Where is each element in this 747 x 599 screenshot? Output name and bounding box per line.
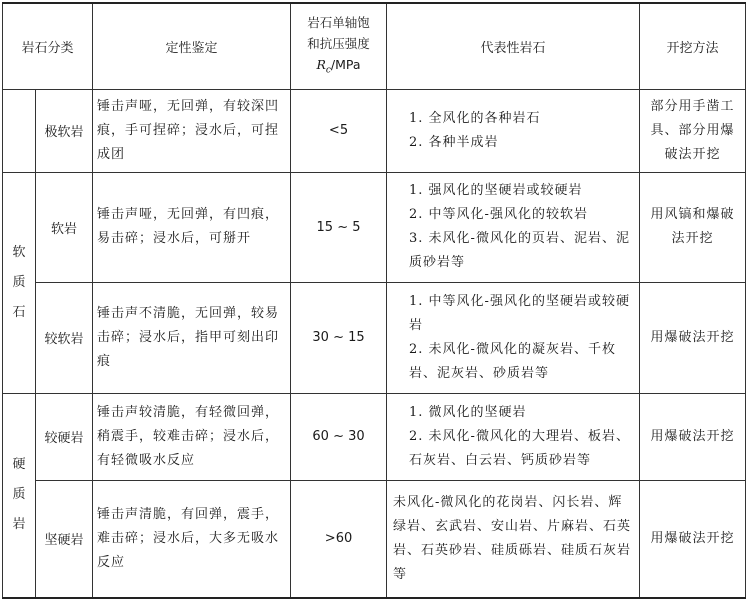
rock-item: 2. 各种半成岩 — [409, 134, 499, 150]
strength-value: 30 ~ 15 — [291, 282, 387, 393]
table-row — [3, 480, 746, 598]
header-classification: 岩石分类 — [3, 3, 93, 89]
group-hard-label: 硬质岩 — [12, 457, 26, 533]
group-soft-label: 软质石 — [12, 244, 26, 320]
rock-item: 1. 微风化的坚硬岩 — [409, 404, 527, 420]
excavation-method: 用爆破法开挖 — [640, 480, 746, 598]
rock-name: 极软岩 — [36, 89, 93, 172]
group-hard — [3, 393, 36, 598]
excavation-method: 用爆破法开挖 — [640, 282, 746, 393]
rock-item: 2. 未风化-微风化的凝灰岩、千枚岩、泥灰岩、砂质岩等 — [409, 341, 616, 381]
header-qualitative: 定性鉴定 — [93, 3, 291, 89]
rock-item: 未风化-微风化的花岗岩、闪长岩、辉绿岩、玄武岩、安山岩、片麻岩、石英岩、石英砂岩、硅质砾岩、硅质石灰岩等 — [393, 494, 632, 582]
header-representative: 代表性岩石 — [387, 3, 640, 89]
qualitative-text: 锤击声不清脆，无回弹，较易击碎；浸水后，指甲可刻出印痕 — [93, 282, 291, 393]
table-row — [3, 282, 746, 393]
group-soft — [3, 172, 36, 393]
strength-value: 15 ~ 5 — [291, 172, 387, 282]
header-strength-subscript: c — [325, 65, 331, 75]
rock-item: 3. 未风化-微风化的页岩、泥岩、泥质砂岩等 — [409, 231, 630, 270]
representative-rocks — [387, 282, 640, 393]
excavation-method: 用风镐和爆破法开挖 — [640, 172, 746, 282]
qualitative-text: 锤击声哑，无回弹，有较深凹痕，手可捏碎；浸水后，可捏成团 — [93, 89, 291, 172]
rock-classification-table — [2, 2, 746, 599]
excavation-method: 用爆破法开挖 — [640, 393, 746, 480]
representative-rocks — [387, 393, 640, 480]
header-excavation: 开挖方法 — [640, 3, 746, 89]
rock-item: 2. 未风化-微风化的大理岩、板岩、石灰岩、白云岩、钙质砂岩等 — [409, 428, 630, 468]
group-cell-empty — [3, 89, 36, 172]
rock-name: 坚硬岩 — [36, 480, 93, 598]
representative-rocks — [387, 172, 640, 282]
excavation-method: 部分用手凿工具、部分用爆破法开挖 — [640, 89, 746, 172]
qualitative-text: 锤击声较清脆，有轻微回弹，稍震手，较难击碎；浸水后，有轻微吸水反应 — [93, 393, 291, 480]
strength-value: >60 — [291, 480, 387, 598]
header-strength — [291, 3, 387, 89]
rock-item: 1. 全风化的各种岩石 — [409, 110, 541, 126]
rock-item: 2. 中等风化-强风化的较软岩 — [409, 207, 588, 222]
strength-value: <5 — [291, 89, 387, 172]
rock-item: 1. 中等风化-强风化的坚硬岩或较硬岩 — [409, 293, 630, 333]
rock-name: 较软岩 — [36, 282, 93, 393]
qualitative-text: 锤击声清脆，有回弹，震手，难击碎；浸水后，大多无吸水反应 — [93, 480, 291, 598]
qualitative-text: 锤击声哑，无回弹，有凹痕，易击碎；浸水后，可掰开 — [93, 172, 291, 282]
table-row — [3, 89, 746, 172]
rock-item: 1. 强风化的坚硬岩或较硬岩 — [409, 183, 583, 198]
header-strength-unit: /MPa — [330, 56, 361, 72]
strength-value: 60 ~ 30 — [291, 393, 387, 480]
header-strength-symbol: R — [316, 56, 326, 72]
rock-name: 较硬岩 — [36, 393, 93, 480]
header-row — [3, 3, 746, 89]
table-row — [3, 393, 746, 480]
representative-rocks — [387, 89, 640, 172]
table-row — [3, 172, 746, 282]
rock-name: 软岩 — [36, 172, 93, 282]
representative-rocks — [387, 480, 640, 598]
header-strength-line2: 和抗压强度 — [307, 35, 370, 51]
header-strength-line1: 岩石单轴饱 — [307, 14, 370, 30]
